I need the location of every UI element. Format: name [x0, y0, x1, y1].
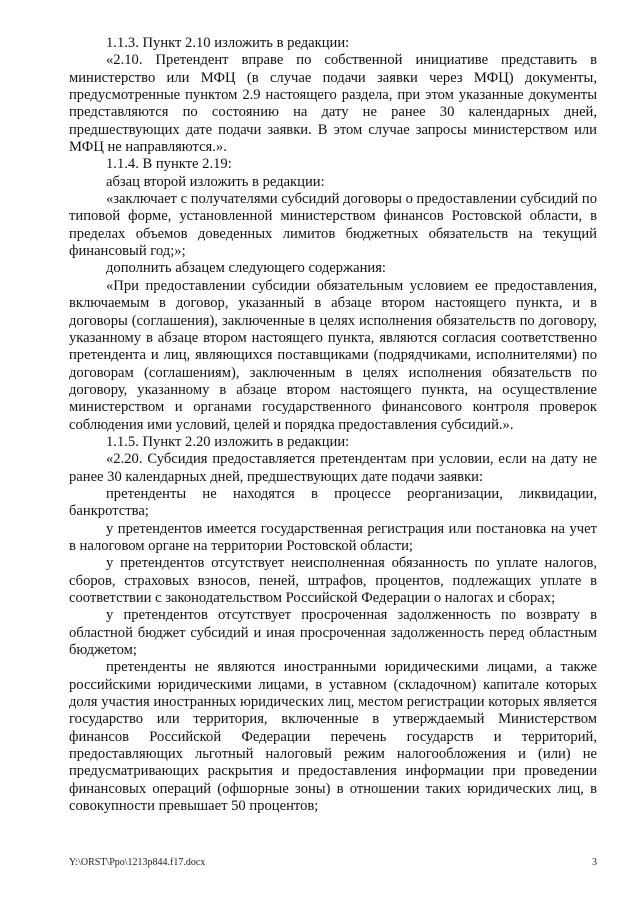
- paragraph-condition-debt: у претендентов отсутствует просроченная задолженность по возврату в областной бюджет субсидий и иная просроченная задолженность перед областным бюджетом;: [69, 607, 597, 659]
- paragraph-1-1-4: 1.1.4. В пункте 2.19:: [106, 156, 232, 173]
- paragraph-condition-registration: у претендентов имеется государственная регистрация или постановка на учет в налоговом органе на территории Ростовской области;: [69, 520, 597, 554]
- page-number: 3: [592, 857, 597, 868]
- paragraph-condition-reorganization: претенденты не находятся в процессе реорганизации, ликвидации, банкротства;: [69, 485, 597, 520]
- document-body: [69, 35, 597, 815]
- paragraph-2-20-text: «2.20. Субсидия предоставляется претендентам при условии, если на дату не ранее 30 календарных дней, предшествующих дате подачи заявки:: [69, 451, 597, 485]
- paragraph-1-1-3: 1.1.3. Пункт 2.10 изложить в редакции:: [106, 35, 350, 51]
- footer-file-path: Y:\ORST\Ppo\1213p844.f17.docx: [69, 857, 206, 868]
- paragraph-abzac-vtoroy: абзац второй изложить в редакции:: [106, 173, 325, 190]
- paragraph-zaklyuchaet: «заключает с получателями субсидий договоры о предоставлении субсидий по типовой форме, установленной министерством финансов Ростовской области, в пределах объемов доведенных лимитов бюджетных обязательств на текущий финансовый год;»;: [69, 191, 597, 260]
- paragraph-pri-predostavlenii: «При предоставлении субсидии обязательным условием ее предоставления, включаемым в договор, указанный в абзаце втором настоящего пункта, и в договоры (соглашения), заключенные в целях исполнения обязательств по договору, указанному в абзаце втором настоящего пункта, являются согласия соответственно претендента и лиц, являющихся поставщиками (подрядчиками, исполнителями) по договорам (соглашениям), заключенным в целях исполнения обязательств по договору, указанному в абзаце втором настоящего пункта, на осуществление министерством и органами государственного финансового контроля проверок соблюдения ими условий, целей и порядка предоставления субсидий.».: [69, 277, 597, 433]
- paragraph-2-10-text: «2.10. Претендент вправе по собственной инициативе представить в министерство или МФЦ (в случае подачи заявки через МФЦ) документы, предусмотренные пунктом 2.9 настоящего раздела, при этом указанные документы представляются по состоянию на дату не ранее 30 календарных дней, предшествующих дате подачи заявки. В этом случае запросы министерством или МФЦ не направляются.».: [69, 52, 597, 156]
- paragraph-condition-foreign: претенденты не являются иностранными юридическими лицами, а также российскими юридическими лицами, в уставном (складочном) капитале которых доля участия иностранных юридических лиц, местом регистрации которых является государство или территория, включенные в утверждаемый Министерством финансов Российской Федерации перечень государств и территорий, предоставляющих льготный налоговый режим налогообложения и (или) не предусматривающих раскрытия и предоставления информации при проведении финансовых операций (офшорные зоны) в отношении таких юридических лиц, в совокупности превышает 50 процентов;: [69, 659, 597, 815]
- paragraph-condition-taxes: у претендентов отсутствует неисполненная обязанность по уплате налогов, сборов, страховых взносов, пеней, штрафов, процентов, подлежащих уплате в соответствии с законодательством Российской Федерации о налогах и сборах;: [69, 555, 597, 606]
- paragraph-1-1-5: 1.1.5. Пункт 2.20 изложить в редакции:: [106, 433, 350, 450]
- paragraph-dopolnit: дополнить абзацем следующего содержания:: [106, 260, 386, 277]
